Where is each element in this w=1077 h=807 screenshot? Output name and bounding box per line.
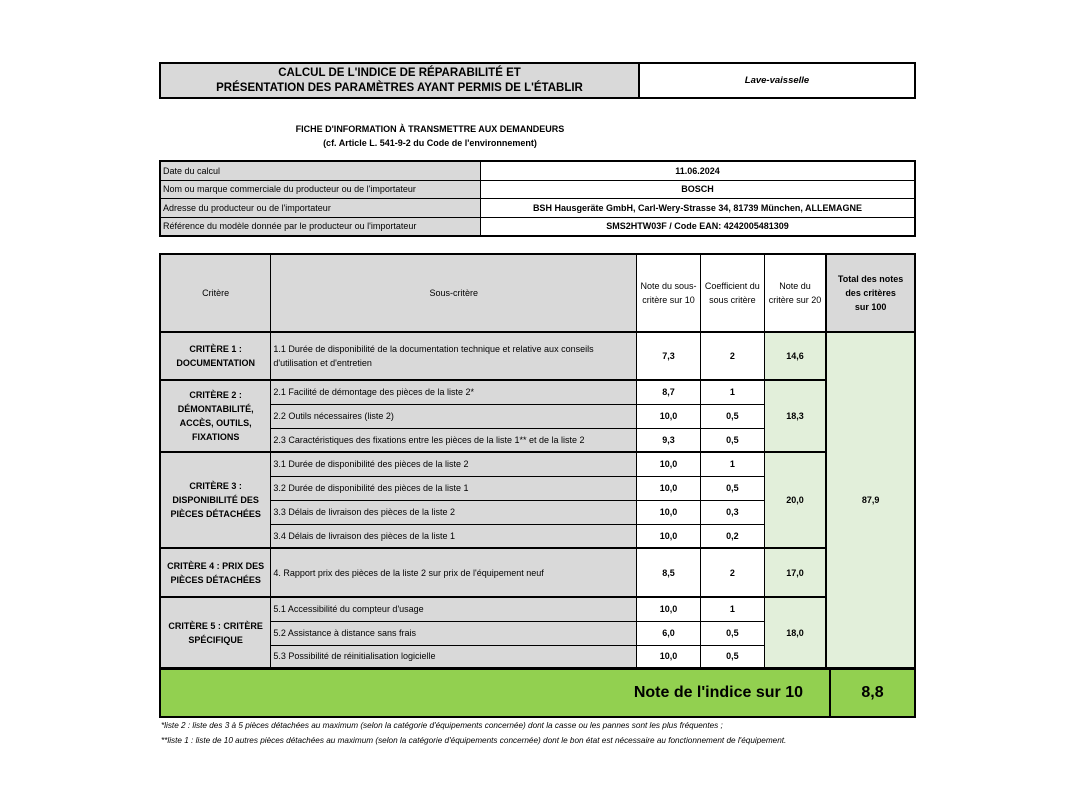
table-row — [160, 548, 915, 597]
sub-coef: 1 — [700, 380, 764, 404]
info-row — [160, 180, 915, 199]
fiche-line-2: (cf. Article L. 541-9-2 du Code de l'environnement) — [323, 138, 537, 148]
info-row — [160, 161, 915, 180]
header-sous-critere: Sous-critère — [271, 254, 637, 332]
criterion-name: CRITÈRE 4 : PRIX DES PIÈCES DÉTACHÉES — [160, 548, 271, 597]
sub-criterion: 3.4 Délais de livraison des pièces de la liste 1 — [271, 524, 637, 548]
sub-criterion: 5.2 Assistance à distance sans frais — [271, 621, 637, 645]
sub-coef: 0,2 — [700, 524, 764, 548]
sub-note: 10,0 — [637, 645, 701, 668]
sub-coef: 0,5 — [700, 621, 764, 645]
table-header-row — [160, 254, 915, 332]
sub-coef: 2 — [700, 548, 764, 597]
info-label: Date du calcul — [160, 161, 481, 180]
sub-criterion: 2.2 Outils nécessaires (liste 2) — [271, 404, 637, 428]
sub-note: 8,5 — [637, 548, 701, 597]
index-score-bar — [159, 668, 916, 718]
table-row — [160, 452, 915, 476]
info-row — [160, 199, 915, 218]
sub-coef: 0,3 — [700, 500, 764, 524]
sub-criterion: 5.1 Accessibilité du compteur d'usage — [271, 597, 637, 621]
fiche-line-1: FICHE D'INFORMATION À TRANSMETTRE AUX DEMANDEURS — [295, 124, 565, 134]
sub-note: 10,0 — [637, 524, 701, 548]
sub-note: 10,0 — [637, 476, 701, 500]
sub-note: 10,0 — [637, 404, 701, 428]
sub-note: 8,7 — [637, 380, 701, 404]
sub-note: 7,3 — [637, 332, 701, 380]
info-value: BSH Hausgeräte GmbH, Carl-Wery-Strasse 34, 81739 München, ALLEMAGNE — [481, 199, 916, 218]
header-note20: Note du critère sur 20 — [764, 254, 826, 332]
info-value: 11.06.2024 — [481, 161, 916, 180]
footnote-list-2: *liste 2 : liste des 3 à 5 pièces détachées au maximum (selon la catégorie d'équipements concernée) dont la casse ou les pannes sont les plus fréquentes ; — [161, 721, 723, 730]
sub-criterion: 4. Rapport prix des pièces de la liste 2 sur prix de l'équipement neuf — [271, 548, 637, 597]
sub-coef: 2 — [700, 332, 764, 380]
scores-table — [159, 253, 916, 669]
table-row — [160, 597, 915, 621]
info-label: Référence du modèle donnée par le producteur ou l'importateur — [160, 217, 481, 236]
info-value: SMS2HTW03F / Code EAN: 4242005481309 — [481, 217, 916, 236]
sub-criterion: 3.1 Durée de disponibilité des pièces de la liste 2 — [271, 452, 637, 476]
info-table — [159, 160, 916, 237]
info-row — [160, 217, 915, 236]
fiche-heading — [250, 122, 610, 150]
criterion-name: CRITÈRE 5 : CRITÈRE SPÉCIFIQUE — [160, 597, 271, 668]
criterion-name: CRITÈRE 2 : DÉMONTABILITÉ, ACCÈS, OUTILS, FIXATIONS — [160, 380, 271, 452]
sub-coef: 1 — [700, 452, 764, 476]
sub-criterion: 2.1 Facilité de démontage des pièces de la liste 2* — [271, 380, 637, 404]
criterion-name: CRITÈRE 3 : DISPONIBILITÉ DES PIÈCES DÉTACHÉES — [160, 452, 271, 548]
sub-criterion: 5.3 Possibilité de réinitialisation logicielle — [271, 645, 637, 668]
title-line-1: CALCUL DE L'INDICE DE RÉPARABILITÉ ET — [278, 66, 521, 79]
sub-coef: 0,5 — [700, 645, 764, 668]
sub-criterion: 2.3 Caractéristiques des fixations entre les pièces de la liste 1** et de la liste 2 — [271, 428, 637, 452]
table-row — [160, 380, 915, 404]
sub-note: 10,0 — [637, 597, 701, 621]
criterion-note20: 18,3 — [764, 380, 826, 452]
sub-note: 6,0 — [637, 621, 701, 645]
info-label: Nom ou marque commerciale du producteur ou de l'importateur — [160, 180, 481, 199]
criterion-note20: 14,6 — [764, 332, 826, 380]
table-row — [160, 332, 915, 380]
criterion-name: CRITÈRE 1 : DOCUMENTATION — [160, 332, 271, 380]
document-title — [161, 64, 640, 97]
sub-coef: 1 — [700, 597, 764, 621]
criterion-note20: 20,0 — [764, 452, 826, 548]
criterion-note20: 18,0 — [764, 597, 826, 668]
sub-criterion: 3.3 Délais de livraison des pièces de la liste 2 — [271, 500, 637, 524]
sub-coef: 0,5 — [700, 476, 764, 500]
header-coefficient: Coefficient du sous critère — [700, 254, 764, 332]
title-line-2: PRÉSENTATION DES PARAMÈTRES AYANT PERMIS DE L'ÉTABLIR — [216, 81, 583, 94]
sub-criterion: 3.2 Durée de disponibilité des pièces de la liste 1 — [271, 476, 637, 500]
product-category: Lave-vaisselle — [744, 75, 810, 86]
index-score-label: Note de l'indice sur 10 — [633, 684, 803, 701]
info-value: BOSCH — [481, 180, 916, 199]
header-critere: Critère — [160, 254, 271, 332]
sub-coef: 0,5 — [700, 404, 764, 428]
sub-note: 9,3 — [637, 428, 701, 452]
index-score-value: 8,8 — [829, 670, 914, 716]
sub-criterion: 1.1 Durée de disponibilité de la documentation technique et relative aux conseils d'utilisation et d'entretien — [271, 332, 637, 380]
sub-coef: 0,5 — [700, 428, 764, 452]
sub-note: 10,0 — [637, 500, 701, 524]
header-note10: Note du sous- critère sur 10 — [637, 254, 701, 332]
info-label: Adresse du producteur ou de l'importateur — [160, 199, 481, 218]
total-100: 87,9 — [826, 332, 915, 668]
footnote-list-1: **liste 1 : liste de 10 autres pièces détachées au maximum (selon la catégorie d'équipements concernée) dont le bon état est nécessaire au fonctionnement de l'équipement. — [161, 736, 787, 745]
sub-note: 10,0 — [637, 452, 701, 476]
header-total: Total des notes des critères sur 100 — [826, 254, 915, 332]
criterion-note20: 17,0 — [764, 548, 826, 597]
header-box — [159, 62, 916, 99]
